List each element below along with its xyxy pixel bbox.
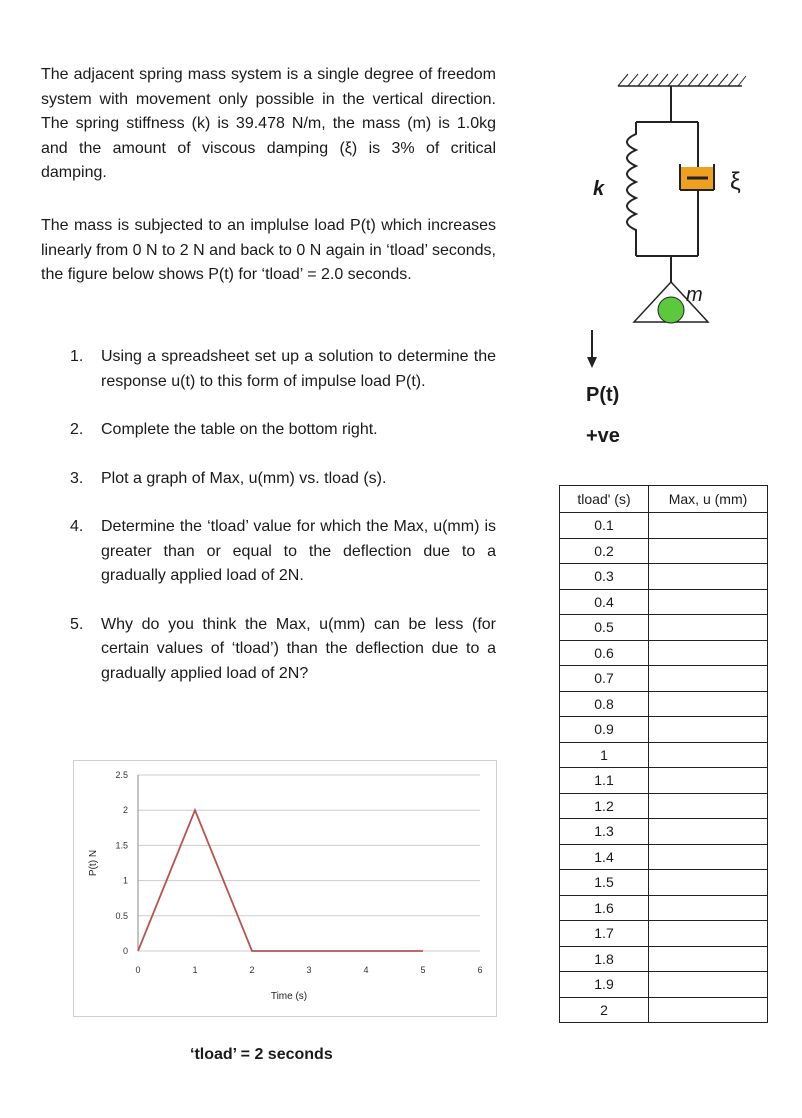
max-u-cell[interactable] — [649, 640, 768, 666]
tload-cell: 0.5 — [560, 615, 649, 641]
ground-hatch — [618, 74, 746, 86]
table-row — [560, 564, 768, 590]
max-u-cell[interactable] — [649, 844, 768, 870]
tload-cell: 0.9 — [560, 717, 649, 743]
max-u-cell[interactable] — [649, 768, 768, 794]
spring-icon — [627, 122, 636, 256]
x-tick-label: 1 — [192, 965, 198, 975]
x-tick-label: 0 — [135, 965, 141, 975]
question-number: 5. — [70, 615, 84, 633]
x-tick-label: 2 — [249, 965, 255, 975]
damper-icon — [680, 122, 714, 256]
y-tick-label: 0 — [122, 946, 128, 956]
max-u-cell[interactable] — [649, 921, 768, 947]
max-u-cell[interactable] — [649, 691, 768, 717]
tload-cell: 0.6 — [560, 640, 649, 666]
table-header-row — [560, 486, 768, 513]
header-max-u: Max, u (mm) — [649, 486, 768, 513]
table-row — [560, 666, 768, 692]
tload-cell: 0.4 — [560, 589, 649, 615]
question-item — [70, 418, 496, 443]
tload-cell: 1.8 — [560, 946, 649, 972]
tload-cell: 2 — [560, 997, 649, 1023]
question-text: Plot a graph of Max, u(mm) vs. tload (s). — [101, 469, 387, 487]
mass-ball — [658, 297, 684, 323]
results-table — [559, 485, 768, 1023]
table-row — [560, 538, 768, 564]
damper-label: ξ — [730, 168, 741, 195]
header-tload: tload' (s) — [560, 486, 649, 513]
table-body — [560, 513, 768, 1023]
max-u-cell[interactable] — [649, 717, 768, 743]
y-tick-label: 1.5 — [115, 840, 128, 851]
max-u-cell[interactable] — [649, 895, 768, 921]
question-text: Why do you think the Max, u(mm) can be less (for certain values of ‘tload’) than the deflection due to a gradually applied load of 2N? — [101, 615, 496, 682]
mass-label: m — [686, 284, 703, 306]
question-item — [70, 613, 496, 687]
question-item — [70, 515, 496, 589]
tload-cell: 0.2 — [560, 538, 649, 564]
tload-cell: 0.1 — [560, 513, 649, 539]
table-row — [560, 717, 768, 743]
table-row — [560, 742, 768, 768]
max-u-cell[interactable] — [649, 513, 768, 539]
table-row — [560, 844, 768, 870]
max-u-cell[interactable] — [649, 615, 768, 641]
x-axis-label: Time (s) — [270, 991, 308, 1002]
question-number: 3. — [70, 469, 84, 487]
table-row — [560, 640, 768, 666]
table-row — [560, 615, 768, 641]
max-u-cell[interactable] — [649, 819, 768, 845]
intro-paragraph-1: The adjacent spring mass system is a single degree of freedom system with movement only possible in the vertical direction. The spring stiffness (k) is 39.478 N/m, the mass (m) is 1.0kg and the amount of viscous damping (ξ) is 3% of critical damping. — [41, 66, 496, 181]
x-tick-label: 5 — [420, 965, 426, 975]
table-row — [560, 819, 768, 845]
table-row — [560, 895, 768, 921]
y-axis-label: P(t) N — [88, 849, 99, 877]
load-label: P(t) — [586, 384, 620, 406]
y-tick-label: 0.5 — [115, 910, 128, 921]
max-u-cell[interactable] — [649, 997, 768, 1023]
max-u-cell[interactable] — [649, 870, 768, 896]
question-number: 4. — [70, 518, 84, 535]
max-u-cell[interactable] — [649, 666, 768, 692]
question-item — [70, 345, 496, 394]
max-u-cell[interactable] — [649, 972, 768, 998]
question-item — [70, 467, 496, 492]
question-text: Complete the table on the bottom right. — [101, 421, 378, 438]
x-tick-label: 3 — [306, 965, 312, 975]
spring-mass-diagram — [560, 60, 780, 460]
table-row — [560, 972, 768, 998]
x-tick-label: 6 — [477, 965, 483, 975]
tload-cell: 1.9 — [560, 972, 649, 998]
max-u-cell[interactable] — [649, 946, 768, 972]
tload-cell: 1.1 — [560, 768, 649, 794]
tload-cell: 0.3 — [560, 564, 649, 590]
tload-cell: 1.6 — [560, 895, 649, 921]
table-row — [560, 921, 768, 947]
tload-cell: 1.7 — [560, 921, 649, 947]
table-row — [560, 870, 768, 896]
load-chart-svg — [74, 761, 496, 1016]
tload-cell: 0.7 — [560, 666, 649, 692]
question-text: Using a spreadsheet set up a solution to determine the response u(t) to this form of impulse load P(t). — [101, 348, 496, 390]
y-tick-label: 2 — [122, 805, 128, 816]
y-tick-label: 1 — [122, 875, 128, 886]
table-row — [560, 691, 768, 717]
question-number: 2. — [70, 421, 84, 438]
table-row — [560, 946, 768, 972]
table-row — [560, 793, 768, 819]
max-u-cell[interactable] — [649, 564, 768, 590]
max-u-cell[interactable] — [649, 742, 768, 768]
direction-label: +ve — [586, 425, 620, 447]
table-row — [560, 589, 768, 615]
max-u-cell[interactable] — [649, 538, 768, 564]
tload-cell: 1.4 — [560, 844, 649, 870]
tload-cell: 1.5 — [560, 870, 649, 896]
question-number: 1. — [70, 348, 84, 365]
tload-cell: 1.2 — [560, 793, 649, 819]
spring-label: k — [593, 178, 605, 200]
table-row — [560, 768, 768, 794]
tload-cell: 1.3 — [560, 819, 649, 845]
tload-cell: 1 — [560, 742, 649, 768]
intro-paragraph-2: The mass is subjected to an implulse load P(t) which increases linearly from 0 N to 2 N and back to 0 N again in ‘tload’ seconds, the figure below shows P(t) for ‘tload’ = 2.0 seconds. — [41, 217, 496, 283]
table-row — [560, 513, 768, 539]
max-u-cell[interactable] — [649, 793, 768, 819]
y-tick-label: 2.5 — [115, 770, 128, 780]
max-u-cell[interactable] — [649, 589, 768, 615]
question-list — [70, 345, 496, 710]
tload-cell: 0.8 — [560, 691, 649, 717]
chart-caption: ‘tload’ = 2 seconds — [190, 1046, 333, 1063]
x-tick-label: 4 — [363, 965, 369, 975]
table-row — [560, 997, 768, 1023]
question-text: Determine the ‘tload’ value for which the Max, u(mm) is greater than or equal to the deflection due to a gradually applied load of 2N. — [101, 518, 496, 584]
load-chart — [73, 760, 497, 1017]
